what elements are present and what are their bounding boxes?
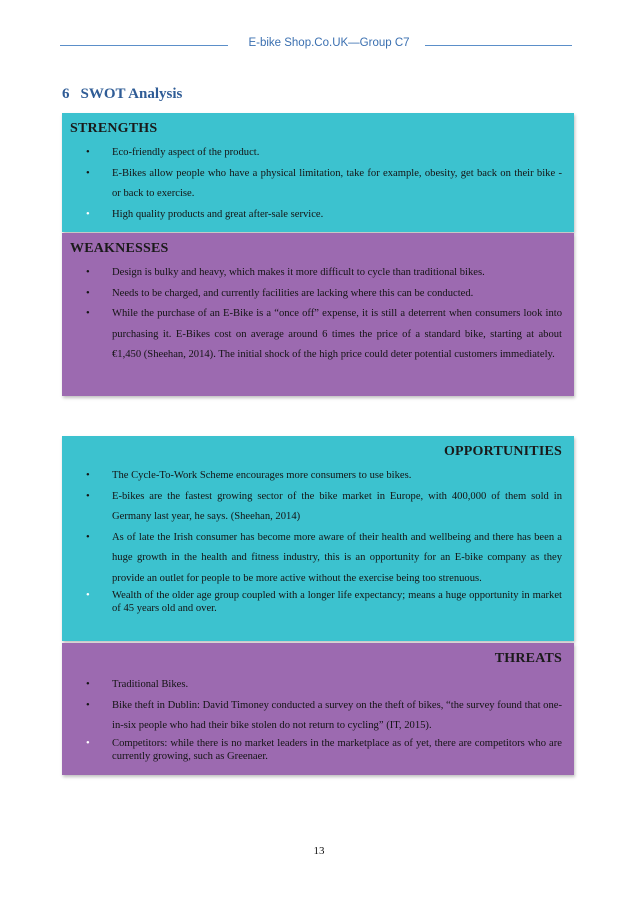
bullet-icon: •: [86, 267, 90, 278]
list-item: • E-bikes are the fastest growing sector of the bike market in Europe, with 400,000 of them sold in Germany last year, he says. (Sheehan, 2014): [112, 487, 562, 528]
list-item: • Competitors: while there is no market leaders in the marketplace as of yet, there are competitors who are currently growing, such as Greenaer.: [86, 737, 562, 762]
threats-panel: [62, 643, 574, 775]
list-item: • The Cycle-To-Work Scheme encourages more consumers to use bikes.: [112, 466, 562, 487]
bullet-icon: •: [86, 737, 90, 749]
section-number: 6: [62, 86, 70, 102]
list-item: • Bike theft in Dublin: David Timoney conducted a survey on the theft of bikes, “the survey found that one-in-six people who had their bike stolen do not return to cycling” (IT, 2015).: [112, 696, 562, 737]
header-rule-left: [60, 45, 228, 46]
list-item: • Eco-friendly aspect of the product.: [112, 143, 562, 164]
opportunities-title: OPPORTUNITIES: [443, 444, 562, 459]
strengths-panel: [62, 113, 574, 232]
strengths-list: [62, 143, 574, 225]
list-item: • As of late the Irish consumer has become more aware of their health and wellbeing and there has been a huge growth in the health and fitness industry, this is an opportunity for an E-bike company as they provide an outlet for people to be more active without the exercise being too strenuous.: [112, 528, 562, 590]
list-item: • Traditional Bikes.: [112, 675, 562, 696]
bullet-icon: •: [86, 167, 90, 179]
threats-title: THREATS: [494, 651, 562, 666]
header-text: E-bike Shop.Co.UK—Group C7: [248, 37, 410, 49]
page-number: 13: [313, 845, 325, 857]
page-header: [60, 37, 572, 53]
list-item: • E-Bikes allow people who have a physical limitation, take for example, obesity, get back on their bike - or back to exercise.: [112, 164, 562, 205]
opportunities-list: [62, 466, 574, 615]
list-item: • Needs to be charged, and currently facilities are lacking where this can be conducted.: [112, 284, 562, 305]
strengths-title: STRENGTHS: [70, 121, 158, 136]
opportunities-panel: [62, 436, 574, 641]
list-item: • High quality products and great after-sale service.: [112, 205, 562, 226]
bullet-icon: •: [86, 590, 90, 601]
header-rule-right: [425, 45, 572, 46]
threats-list: [62, 675, 574, 763]
bullet-icon: •: [86, 208, 90, 220]
section-heading: [62, 86, 182, 103]
bullet-icon: •: [86, 679, 90, 690]
weaknesses-list: [62, 263, 574, 366]
bullet-icon: •: [86, 470, 90, 481]
weaknesses-title: WEAKNESSES: [70, 241, 169, 256]
bullet-icon: •: [86, 147, 90, 158]
list-item: • Wealth of the older age group coupled with a longer life expectancy; means a huge opportunity in market of 45 years old and over.: [86, 590, 562, 614]
bullet-icon: •: [86, 699, 90, 711]
list-item: • Design is bulky and heavy, which makes it more difficult to cycle than traditional bikes.: [112, 263, 562, 284]
section-title: SWOT Analysis: [80, 86, 183, 102]
bullet-icon: •: [86, 531, 90, 543]
bullet-icon: •: [86, 308, 90, 319]
list-item: • While the purchase of an E-Bike is a “once off” expense, it is still a deterrent when consumers look into purchasing it. E-Bikes cost on average around 6 times the price of a standard bike, starting at about €1,450 (Sheehan, 2014). The initial shock of the high price could deter potential customers immediately.: [112, 304, 562, 366]
bullet-icon: •: [86, 287, 90, 299]
weaknesses-panel: [62, 233, 574, 396]
bullet-icon: •: [86, 490, 90, 502]
